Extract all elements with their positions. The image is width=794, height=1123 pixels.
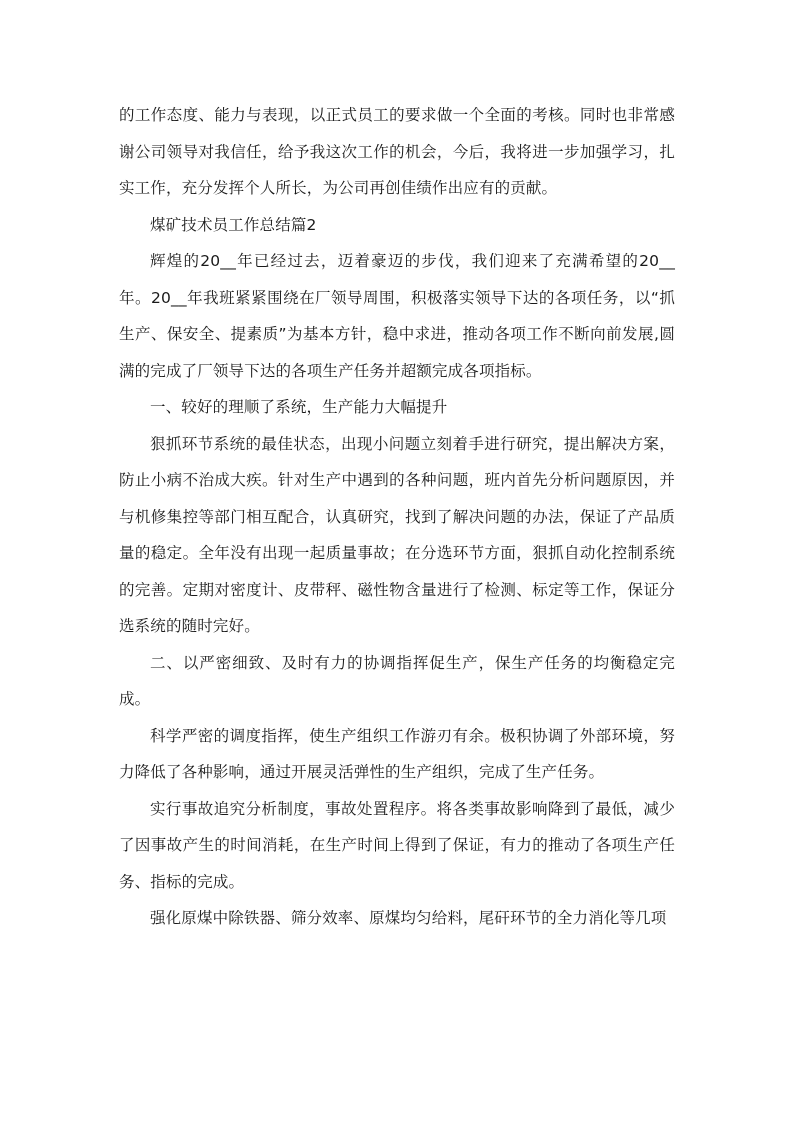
paragraph-raw-coal: 强化原煤中除铁器、筛分效率、原煤均匀给料，尾矸环节的全力消化等几项 [150, 909, 667, 927]
document-body [119, 97, 675, 937]
paragraph-accident: 实行事故追究分析制度，事故处置程序。将各类事故影响降到了最低，减少了因事故产生的时间消耗，在生产时间上得到了保证，有力的推动了各项生产任务、指标的完成。 [119, 799, 675, 891]
subheading-one: 一、较好的理顺了系统，生产能力大幅提升 [150, 398, 448, 416]
paragraph-continuation: 的工作态度、能力与表现，以正式员工的要求做一个全面的考核。同时也非常感谢公司领导对我信任，给予我这次工作的机会，今后，我将进一步加强学习，扎实工作，充分发挥个人所长，为公司再创佳绩作出应有的贡献。 [119, 106, 675, 197]
paragraph-system: 狠抓环节系统的最佳状态，出现小问题立刻着手进行研究，提出解决方案，防止小病不治成大疾。针对生产中遇到的各种问题，班内首先分析问题原因，并与机修集控等部门相互配合，认真研究，找到了解决问题的办法，保证了产品质量的稳定。全年没有出现一起质量事故；在分选环节方面，狠抓自动化控制系统的完善。定期对密度计、皮带秤、磁性物含量进行了检测、标定等工作，保证分选系统的随时完好。 [119, 434, 675, 635]
section-heading: 煤矿技术员工作总结篇2 [150, 215, 317, 234]
subheading-two: 二、以严密细致、及时有力的协调指挥促生产，保生产任务的均衡稳定完成。 [119, 653, 675, 708]
paragraph-intro: 辉煌的20__年已经过去，迈着豪迈的步伐，我们迎来了充满希望的20__年。20__年我班紧紧围绕在厂领导周围，积极落实领导下达的各项任务，以“抓生产、保安全、提素质”为基本方针，稳中求进，推动各项工作不断向前发展,圆满的完成了厂领导下达的各项生产任务并超额完成各项指标。 [119, 252, 675, 380]
paragraph-dispatch: 科学严密的调度指挥，使生产组织工作游刃有余。极积协调了外部环境，努力降低了各种影响，通过开展灵活弹性的生产组织，完成了生产任务。 [119, 726, 675, 781]
